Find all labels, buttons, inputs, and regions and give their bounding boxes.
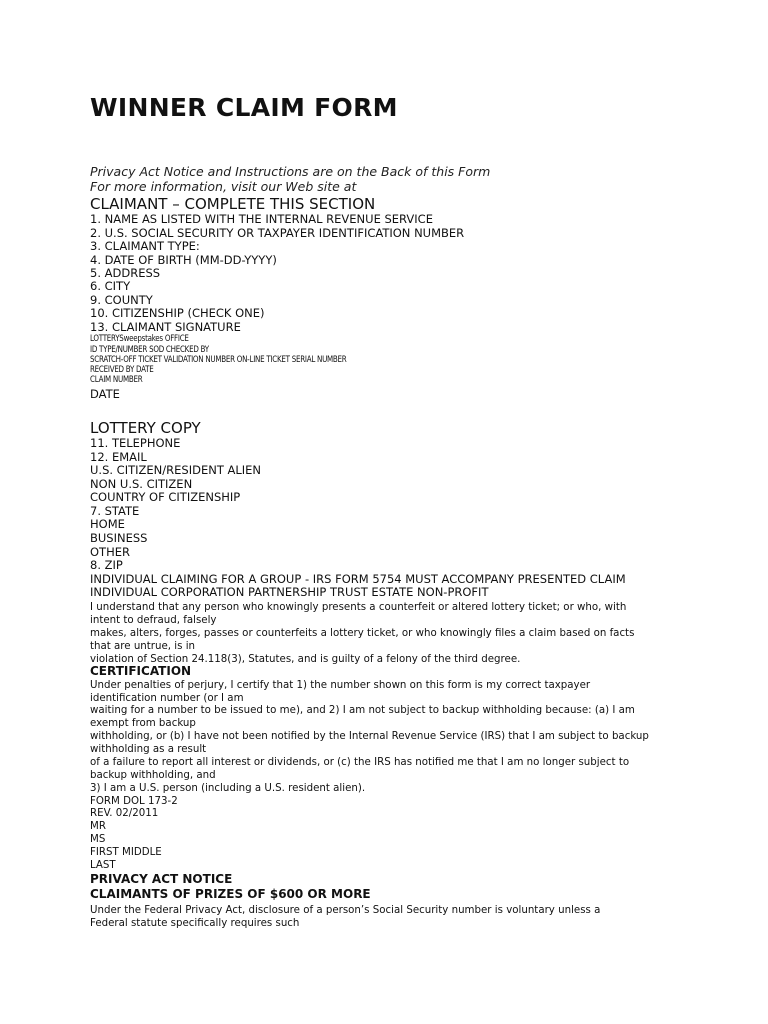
certification-line-1: Under penalties of perjury, I certify that 1) the number shown on this form is my correct taxpayer bbox=[90, 678, 591, 691]
certification-line-3: waiting for a number to be issued to me), and 2) I am not subject to backup withholding because: (a) I am bbox=[90, 703, 635, 716]
certification-line-4: exempt from backup bbox=[90, 716, 196, 729]
field-telephone: 11. TELEPHONE bbox=[90, 436, 181, 450]
field-claimant-signature: 13. CLAIMANT SIGNATURE bbox=[90, 320, 241, 334]
field-claimant-type: 3. CLAIMANT TYPE: bbox=[90, 239, 200, 253]
field-last: LAST bbox=[90, 858, 116, 871]
warning-line-1: I understand that any person who knowingly presents a counterfeit or altered lottery ticket; or who, with bbox=[90, 600, 627, 613]
certification-heading: CERTIFICATION bbox=[90, 664, 192, 678]
field-name-irs: 1. NAME AS LISTED WITH THE INTERNAL REVENUE SERVICE bbox=[90, 212, 433, 226]
field-zip: 8. ZIP bbox=[90, 558, 123, 572]
certification-line-7: of a failure to report all interest or dividends, or (c) the IRS has notified me that I am no longer subject to bbox=[90, 755, 630, 768]
field-county: 9. COUNTY bbox=[90, 293, 153, 307]
entity-type-options: INDIVIDUAL CORPORATION PARTNERSHIP TRUST ESTATE NON-PROFIT bbox=[90, 585, 489, 599]
option-other: OTHER bbox=[90, 545, 130, 559]
warning-line-3: makes, alters, forges, passes or counterfeits a lottery ticket, or who knowingly files a claim based on facts bbox=[90, 626, 635, 639]
office-id-type: ID TYPE/NUMBER SOD CHECKED BY bbox=[90, 345, 209, 355]
claimant-section-heading: CLAIMANT – COMPLETE THIS SECTION bbox=[90, 195, 376, 213]
intro-privacy-line: Privacy Act Notice and Instructions are on the Back of this Form bbox=[90, 164, 491, 179]
warning-line-4: that are untrue, is in bbox=[90, 639, 196, 652]
option-home: HOME bbox=[90, 517, 125, 531]
certification-line-9: 3) I am a U.S. person (including a U.S. resident alien). bbox=[90, 781, 366, 794]
privacy-act-heading: PRIVACY ACT NOTICE bbox=[90, 872, 233, 886]
office-received-by: RECEIVED BY DATE bbox=[90, 365, 154, 375]
office-ticket-numbers: SCRATCH-OFF TICKET VALIDATION NUMBER ON-LINE TICKET SERIAL NUMBER bbox=[90, 355, 347, 365]
field-state: 7. STATE bbox=[90, 504, 140, 518]
option-us-citizen: U.S. CITIZEN/RESIDENT ALIEN bbox=[90, 463, 262, 477]
lottery-copy-heading: LOTTERY COPY bbox=[90, 419, 201, 437]
office-claim-number: CLAIM NUMBER bbox=[90, 375, 143, 385]
certification-line-8: backup withholding, and bbox=[90, 768, 216, 781]
intro-website-line: For more information, visit our Web site at bbox=[90, 179, 357, 194]
form-number: FORM DOL 173-2 bbox=[90, 794, 178, 807]
option-business: BUSINESS bbox=[90, 531, 148, 545]
field-first-middle: FIRST MIDDLE bbox=[90, 845, 162, 858]
privacy-act-subheading: CLAIMANTS OF PRIZES OF $600 OR MORE bbox=[90, 887, 371, 901]
field-city: 6. CITY bbox=[90, 279, 131, 293]
option-non-us-citizen: NON U.S. CITIZEN bbox=[90, 477, 193, 491]
field-email: 12. EMAIL bbox=[90, 450, 147, 464]
date-label: DATE bbox=[90, 387, 120, 401]
certification-line-5: withholding, or (b) I have not been notified by the Internal Revenue Service (IRS) that I am subject to backup bbox=[90, 729, 649, 742]
field-citizenship: 10. CITIZENSHIP (CHECK ONE) bbox=[90, 306, 265, 320]
certification-line-6: withholding as a result bbox=[90, 742, 207, 755]
privacy-act-line-1: Under the Federal Privacy Act, disclosure of a person’s Social Security number is voluntary unless a bbox=[90, 903, 601, 916]
field-date-of-birth: 4. DATE OF BIRTH (MM-DD-YYYY) bbox=[90, 253, 277, 267]
warning-line-5: violation of Section 24.118(3), Statutes, and is guilty of a felony of the third degree. bbox=[90, 652, 521, 665]
form-title: WINNER CLAIM FORM bbox=[90, 93, 398, 122]
privacy-act-line-2: Federal statute specifically requires such bbox=[90, 916, 300, 929]
field-country-of-citizenship: COUNTRY OF CITIZENSHIP bbox=[90, 490, 241, 504]
form-revision: REV. 02/2011 bbox=[90, 806, 159, 819]
field-ssn-tin: 2. U.S. SOCIAL SECURITY OR TAXPAYER IDENTIFICATION NUMBER bbox=[90, 226, 465, 240]
office-lottery-sweepstakes: LOTTERYSweepstakes OFFICE bbox=[90, 334, 189, 344]
warning-line-2: intent to defraud, falsely bbox=[90, 613, 217, 626]
group-claim-notice: INDIVIDUAL CLAIMING FOR A GROUP - IRS FORM 5754 MUST ACCOMPANY PRESENTED CLAIM bbox=[90, 572, 626, 586]
option-mr: MR bbox=[90, 819, 106, 832]
option-ms: MS bbox=[90, 832, 106, 845]
field-address: 5. ADDRESS bbox=[90, 266, 161, 280]
certification-line-2: identification number (or I am bbox=[90, 691, 244, 704]
